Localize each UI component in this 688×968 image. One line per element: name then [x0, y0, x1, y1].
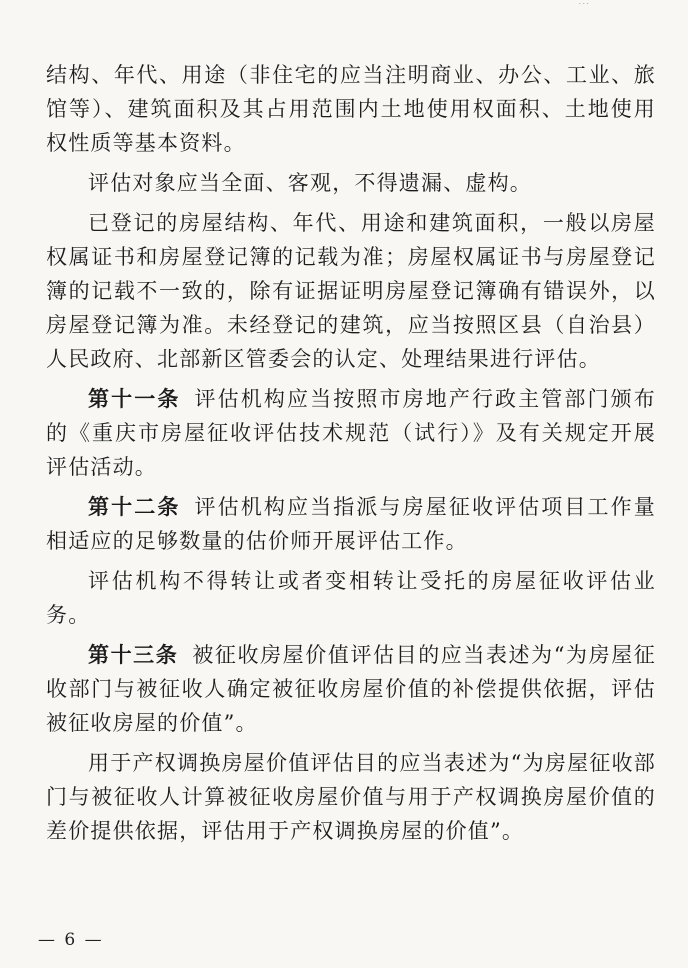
paragraph-structure-info: [46, 58, 656, 160]
page-number: — 6 —: [38, 930, 104, 950]
paragraph-text: 评估对象应当全面、客观，不得遗漏、虚构。: [88, 171, 532, 195]
paragraph-text: 结构、年代、用途（非住宅的应当注明商业、办公、工业、旅馆等）、建筑面积及其占用范围内土地使用权面积、土地使用权性质等基本资料。: [46, 63, 656, 155]
paragraph-evaluation-object: [46, 166, 656, 200]
paragraph-no-transfer: [46, 564, 656, 632]
article-text: 评估机构应当按照市房地产行政主管部门颁布的《重庆市房屋征收评估技术规范（试行）》及有关规定开展评估活动。: [46, 387, 656, 479]
paragraph-text: 用于产权调换房屋价值评估目的应当表述为“为房屋征收部门与被征收人计算被征收房屋价值与用于产权调换房屋价值的差价提供依据，评估用于产权调换房屋的价值”。: [46, 751, 656, 843]
article-13: [46, 638, 656, 740]
article-12: [46, 490, 656, 558]
article-text: 被征收房屋价值评估目的应当表述为“为房屋征收部门与被征收人确定被征收房屋价值的补偿提供依据，评估被征收房屋的价值”。: [46, 643, 656, 735]
paragraph-exchange-purpose: [46, 746, 656, 848]
article-text: 评估机构应当指派与房屋征收评估项目工作量相适应的足够数量的估价师开展评估工作。: [46, 495, 656, 553]
article-11: [46, 382, 656, 484]
header-fragment: [578, 0, 648, 4]
article-title: 第十三条: [88, 643, 179, 667]
document-body: [46, 58, 656, 854]
article-title: 第十二条: [88, 495, 181, 519]
paragraph-registered-houses: [46, 206, 656, 376]
article-title: 第十一条: [88, 387, 181, 411]
paragraph-text: 已登记的房屋结构、年代、用途和建筑面积，一般以房屋权属证书和房屋登记簿的记载为准；房屋权属证书与房屋登记簿的记载不一致的，除有证据证明房屋登记簿确有错误外，以房屋登记簿为准。未经登记的建筑，应当按照区县（自治县）人民政府、北部新区管委会的认定、处理结果进行评估。: [46, 211, 656, 371]
paragraph-text: 评估机构不得转让或者变相转让受托的房屋征收评估业务。: [46, 569, 656, 627]
